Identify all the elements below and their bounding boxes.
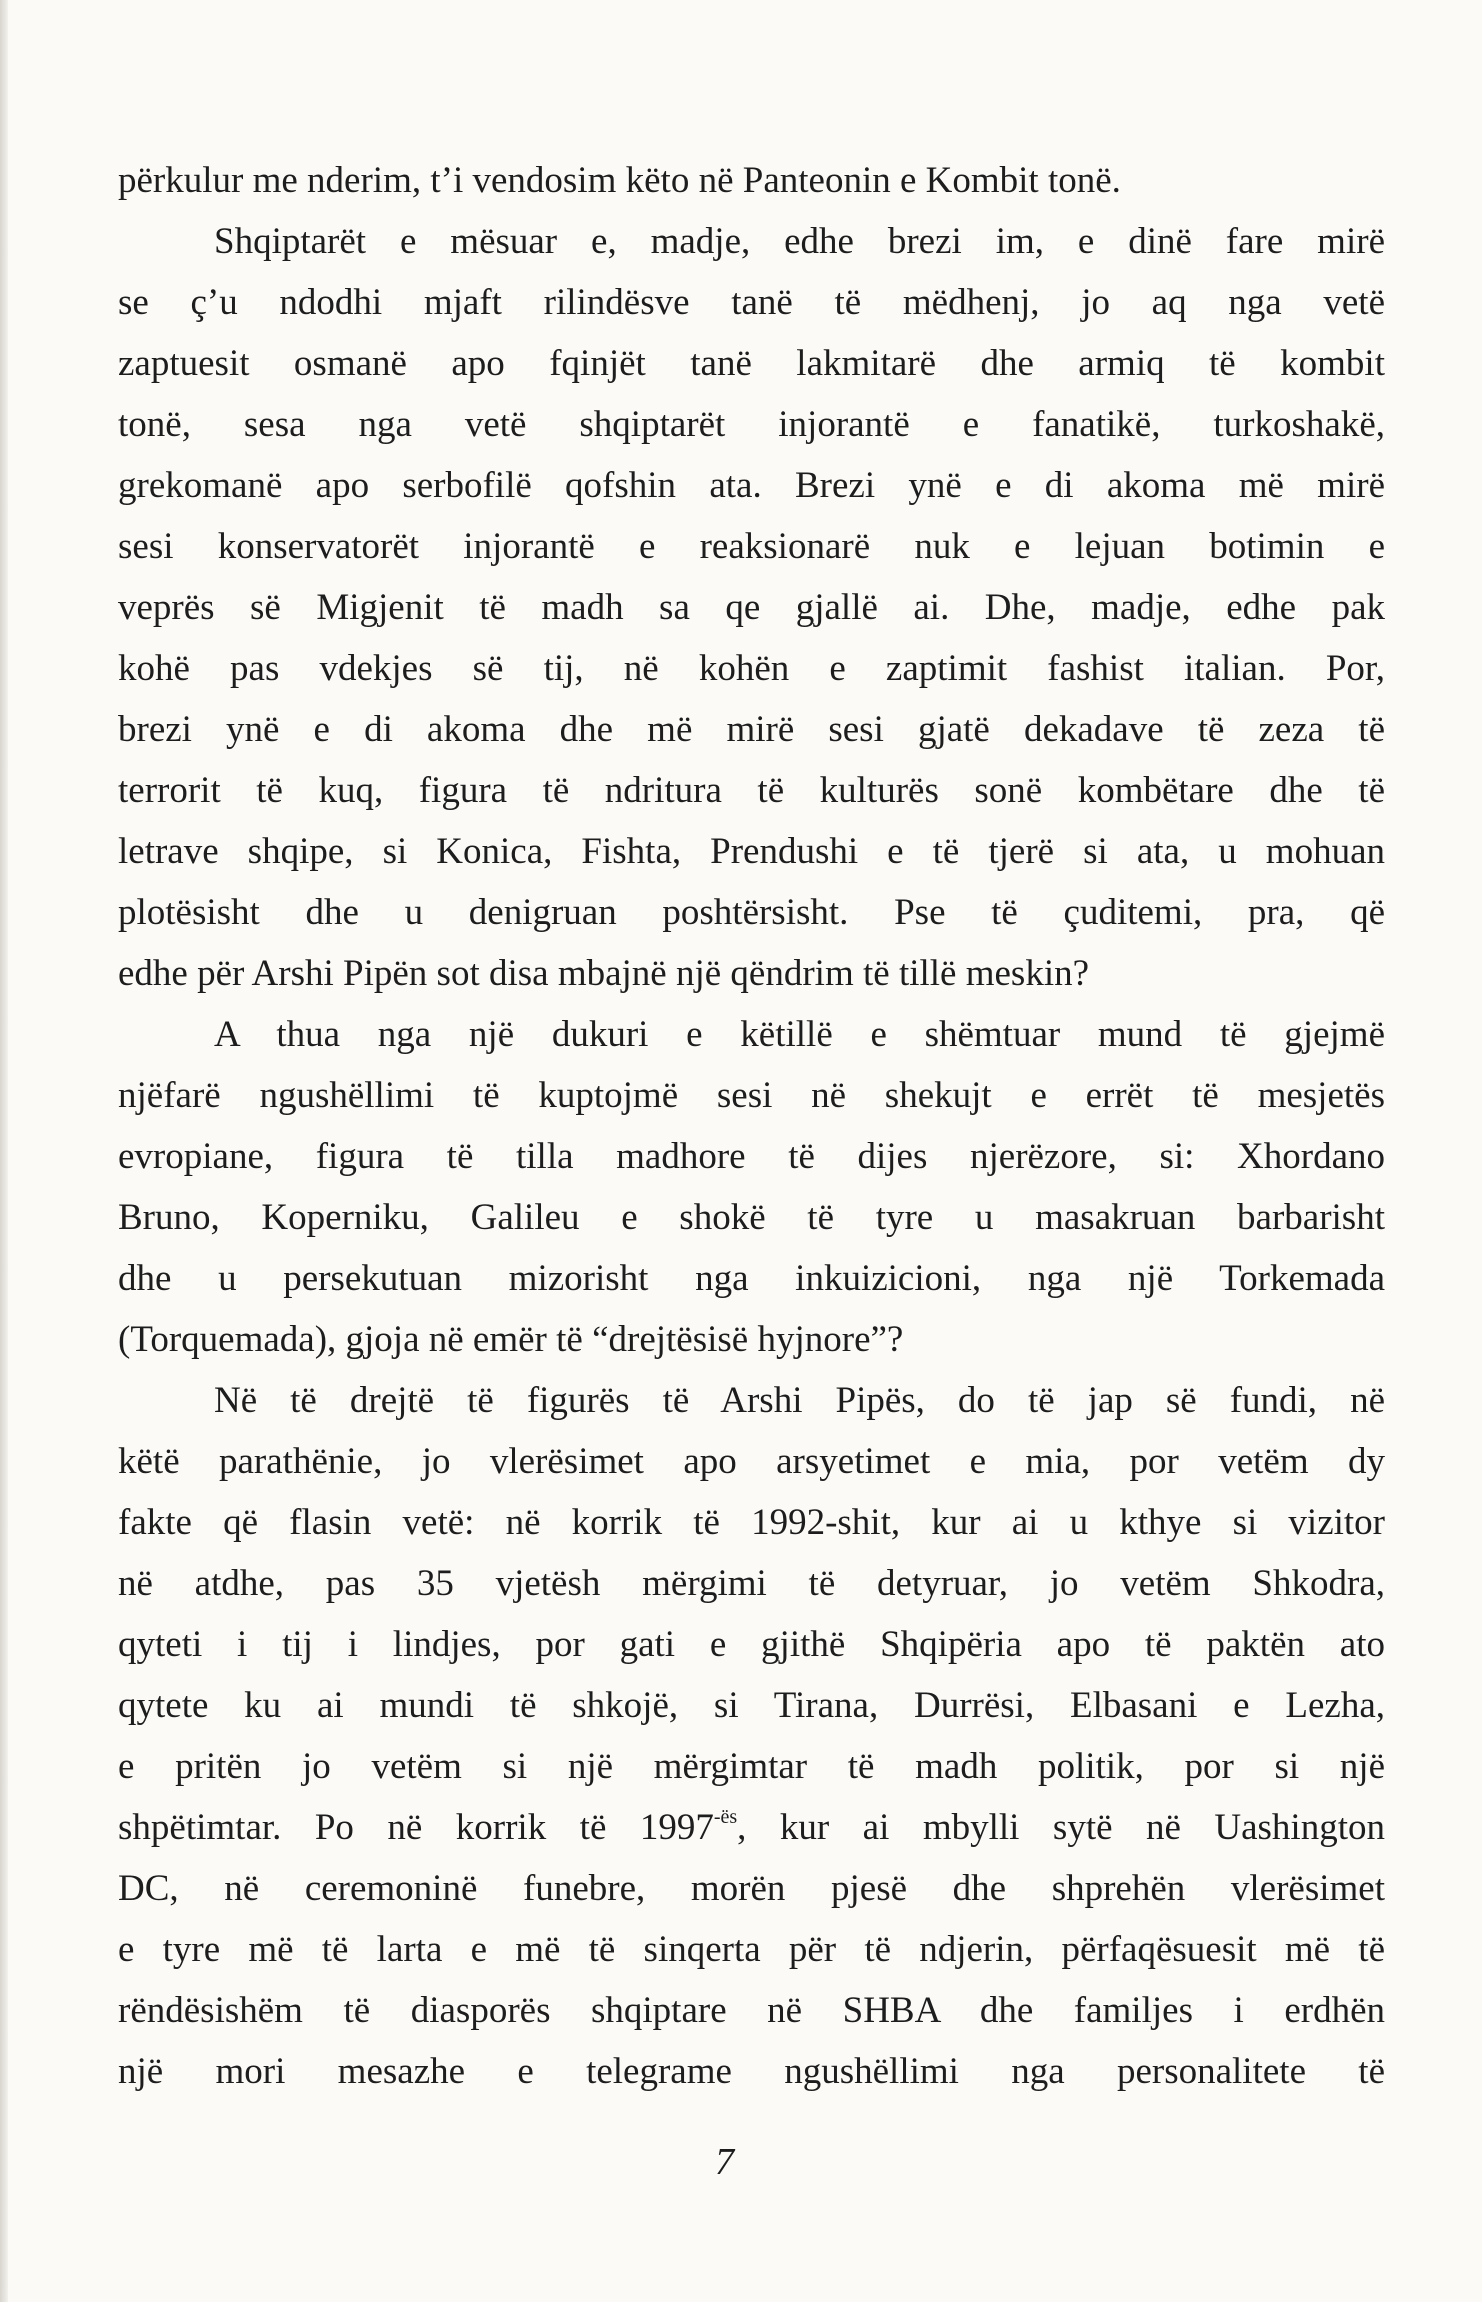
text-line: rëndësishëm të diasporës shqiptare në SHBA dhe familjes i erdhën — [118, 1990, 1385, 2031]
page-number: 7 — [715, 2141, 734, 2183]
text-line: edhe për Arshi Pipën sot disa mbajnë një qëndrim të tillë meskin? — [118, 953, 1090, 994]
text-line: terrorit të kuq, figura të ndritura të kulturës sonë kombëtare dhe të — [118, 770, 1385, 811]
text-line: qyteti i tij i lindjes, por gati e gjithë Shqipëria apo të paktën ato — [118, 1624, 1385, 1665]
page-edge-shadow — [0, 0, 8, 2302]
text-line: e pritën jo vetëm si një mërgimtar të madh politik, por si një — [118, 1746, 1385, 1787]
text-line: njëfarë ngushëllimi të kuptojmë sesi në shekujt e errët të mesjetës — [118, 1075, 1385, 1116]
text-line: zaptuesit osmanë apo fqinjët tanë lakmitarë dhe armiq të kombit — [118, 343, 1385, 384]
text-line: evropiane, figura të tilla madhore të dijes njerëzore, si: Xhordano — [118, 1136, 1385, 1177]
text-line: e tyre më të larta e më të sinqerta për të ndjerin, përfaqësuesit më të — [118, 1929, 1385, 1970]
text-fragment: , kur ai mbylli sytë në Uashington — [737, 1807, 1385, 1848]
text-line: brezi ynë e di akoma dhe më mirë sesi gjatë dekadave të zeza të — [118, 709, 1385, 750]
text-line: sesi konservatorët injorantë e reaksionarë nuk e lejuan botimin e — [118, 526, 1385, 567]
text-line: përkulur me nderim, t’i vendosim këto në Panteonin e Kombit tonë. — [118, 160, 1121, 201]
superscript-suffix: -ës — [713, 1806, 738, 1828]
paragraph-4 — [118, 1370, 1385, 2102]
text-line: plotësisht dhe u denigruan poshtërsisht. Pse të çuditemi, pra, që — [118, 892, 1385, 933]
paragraph-3 — [118, 1004, 1385, 1370]
body-text — [118, 150, 1385, 2102]
text-line: Në të drejtë të figurës të Arshi Pipës, do të jap së fundi, në — [214, 1380, 1385, 1421]
text-line: grekomanë apo serbofilë qofshin ata. Brezi ynë e di akoma më mirë — [118, 465, 1385, 506]
text-line: Shqiptarët e mësuar e, madje, edhe brezi im, e dinë fare mirë — [214, 221, 1385, 262]
text-line: në atdhe, pas 35 vjetësh mërgimi të detyruar, jo vetëm Shkodra, — [118, 1563, 1385, 1604]
text-line: këtë parathënie, jo vlerësimet apo arsyetimet e mia, por vetëm dy — [118, 1441, 1385, 1482]
text-line: se ç’u ndodhi mjaft rilindësve tanë të mëdhenj, jo aq nga vetë — [118, 282, 1385, 323]
text-line: fakte që flasin vetë: në korrik të 1992-shit, kur ai u kthye si vizitor — [118, 1502, 1385, 1543]
text-line: veprës së Migjenit të madh sa qe gjallë ai. Dhe, madje, edhe pak — [118, 587, 1385, 628]
paragraph-1 — [118, 150, 1385, 211]
text-line: A thua nga një dukuri e këtillë e shëmtuar mund të gjejmë — [214, 1014, 1385, 1055]
text-line: dhe u persekutuan mizorisht nga inkuizicioni, nga një Torkemada — [118, 1258, 1385, 1299]
text-line: (Torquemada), gjoja në emër të “drejtësisë hyjnore”? — [118, 1319, 904, 1360]
text-line: DC, në ceremoninë funebre, morën pjesë dhe shprehën vlerësimet — [118, 1868, 1385, 1909]
paragraph-2 — [118, 211, 1385, 1004]
text-fragment: shpëtimtar. Po në korrik të 1997 — [118, 1807, 714, 1848]
text-line: qytete ku ai mundi të shkojë, si Tirana, Durrësi, Elbasani e Lezha, — [118, 1685, 1385, 1726]
text-line: kohë pas vdekjes së tij, në kohën e zaptimit fashist italian. Por, — [118, 648, 1385, 689]
text-line: letrave shqipe, si Konica, Fishta, Prendushi e të tjerë si ata, u mohuan — [118, 831, 1385, 872]
text-line: tonë, sesa nga vetë shqiptarët injorantë e fanatikë, turkoshakë, — [118, 404, 1385, 445]
text-line-with-superscript — [118, 1797, 1385, 1858]
text-line: një mori mesazhe e telegrame ngushëllimi nga personalitete të — [118, 2051, 1385, 2092]
text-line: Bruno, Koperniku, Galileu e shokë të tyre u masakruan barbarisht — [118, 1197, 1385, 1238]
